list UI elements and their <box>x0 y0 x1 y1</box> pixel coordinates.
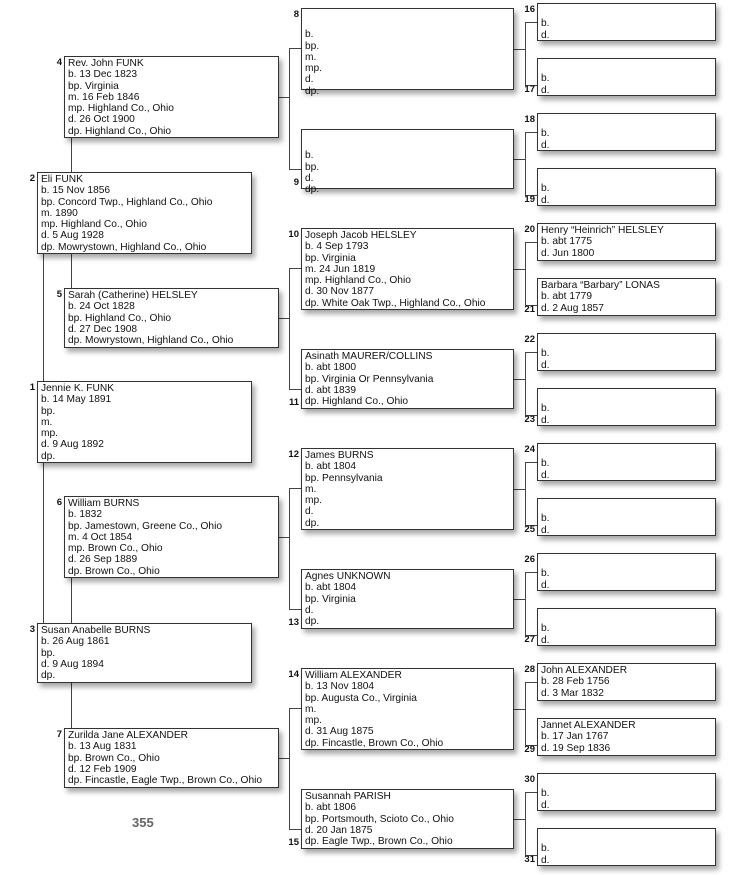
person-detail: dp. <box>41 670 56 682</box>
person-detail: b. <box>305 29 314 41</box>
connector-line <box>514 269 525 270</box>
person-detail: b. 17 Jan 1767 <box>541 731 609 743</box>
person-detail: mp. Highland Co., Ohio <box>305 275 411 287</box>
ahnentafel-number: 18 <box>524 114 535 125</box>
ahnentafel-number: 16 <box>524 4 535 15</box>
person-detail: bp. Virginia <box>305 252 356 264</box>
person-detail: b. abt 1806 <box>305 802 356 814</box>
connector-line <box>525 352 526 415</box>
connector-line <box>71 138 72 172</box>
person-name <box>541 777 712 788</box>
person-detail: b. <box>541 73 550 85</box>
person-detail: bp. Augusta Co., Virginia <box>305 692 417 704</box>
connector-line <box>514 709 525 710</box>
connector-line <box>525 352 537 353</box>
person-detail: bp. Virginia <box>68 80 119 92</box>
connector-line <box>289 48 290 169</box>
connector-line <box>279 97 289 98</box>
person-name <box>541 392 712 403</box>
person-box-16[interactable] <box>537 3 716 41</box>
person-name <box>305 139 510 150</box>
connector-line <box>279 537 289 538</box>
person-detail: dp. <box>305 85 320 97</box>
person-name: Barbara “Barbary” LONAS <box>541 280 660 291</box>
person-detail: b. <box>541 183 550 195</box>
person-detail: dp. Eagle Twp., Brown Co., Ohio <box>305 836 453 848</box>
person-detail: d. <box>541 29 550 41</box>
connector-line <box>514 489 525 490</box>
person-detail: d. <box>541 579 550 591</box>
person-box-4[interactable] <box>64 56 279 138</box>
person-detail: b. <box>541 568 550 580</box>
connector-line <box>525 572 537 573</box>
person-name: Eli FUNK <box>41 174 83 185</box>
connector-line <box>525 792 526 855</box>
ahnentafel-number: 13 <box>288 617 299 628</box>
person-detail: b. <box>541 128 550 140</box>
person-detail: d. 26 Sep 1889 <box>68 554 138 566</box>
person-detail: b. abt 1775 <box>541 236 592 248</box>
connector-line <box>43 463 44 623</box>
person-detail: m. 24 Jun 1819 <box>305 263 376 275</box>
person-box-23[interactable] <box>537 388 716 426</box>
ahnentafel-number: 30 <box>524 774 535 785</box>
person-detail: dp. Highland Co., Ohio <box>305 396 409 408</box>
person-detail: d. <box>541 194 550 206</box>
ahnentafel-number: 15 <box>288 837 299 848</box>
person-detail: b. <box>541 458 550 470</box>
person-detail: bp. Pennsylvania <box>305 472 383 484</box>
person-detail: dp. Fincastle, Brown Co., Ohio <box>305 737 444 749</box>
person-detail: d. Jun 1800 <box>541 247 595 259</box>
person-detail: b. 26 Aug 1861 <box>41 636 110 648</box>
person-box-15[interactable] <box>301 789 514 849</box>
connector-line <box>514 599 525 600</box>
person-name <box>541 172 712 183</box>
connector-line <box>289 268 290 389</box>
person-detail: b. <box>541 18 550 30</box>
ahnentafel-number: 28 <box>524 664 535 675</box>
person-detail: d. <box>305 172 314 184</box>
person-detail: mp. <box>305 495 322 507</box>
person-detail: m. 16 Feb 1846 <box>68 91 140 103</box>
person-box-19[interactable] <box>537 168 716 206</box>
person-detail: b. 13 Dec 1823 <box>68 69 138 81</box>
person-detail: d. 9 Aug 1894 <box>41 658 104 670</box>
person-box-31[interactable] <box>537 828 716 866</box>
person-name: Joseph Jacob HELSLEY <box>305 230 417 241</box>
person-detail: bp. <box>305 40 320 52</box>
connector-line <box>289 268 301 269</box>
person-detail: bp. <box>41 405 56 417</box>
person-detail: dp. Mowrystown, Highland Co., Ohio <box>41 241 207 253</box>
person-detail: d. <box>541 84 550 96</box>
connector-line <box>525 22 526 85</box>
person-name <box>541 117 712 128</box>
person-name: Asinath MAURER/COLLINS <box>305 351 433 362</box>
connector-line <box>525 792 537 793</box>
person-detail: bp. Jamestown, Greene Co., Ohio <box>68 520 223 532</box>
page-number: 355 <box>132 815 154 830</box>
person-detail: b. <box>541 513 550 525</box>
person-detail: dp. White Oak Twp., Highland Co., Ohio <box>305 297 486 309</box>
person-detail: d. <box>541 799 550 811</box>
person-box-14[interactable] <box>301 668 514 750</box>
person-detail: b. 24 Oct 1828 <box>68 301 135 313</box>
connector-line <box>289 609 301 610</box>
person-name: Susannah PARISH <box>305 791 391 802</box>
person-detail: d. <box>305 74 314 86</box>
connector-line <box>525 682 537 683</box>
person-box-29[interactable] <box>537 718 716 756</box>
person-detail: mp. <box>305 715 322 727</box>
person-box-8[interactable] <box>301 8 514 97</box>
ahnentafel-number: 10 <box>288 229 299 240</box>
person-detail: bp. Highland Co., Ohio <box>68 312 172 324</box>
person-detail: d. 26 Oct 1900 <box>68 114 135 126</box>
person-detail: mp. Highland Co., Ohio <box>41 219 147 231</box>
person-detail: b. <box>541 348 550 360</box>
person-box-27[interactable] <box>537 608 716 646</box>
person-detail: m. <box>305 703 317 715</box>
person-detail: d. <box>541 139 550 151</box>
connector-line <box>289 488 290 609</box>
person-name: Susan Anabelle BURNS <box>41 625 151 636</box>
person-detail: mp. <box>41 428 58 440</box>
person-detail: b. abt 1800 <box>305 362 356 374</box>
person-box-3[interactable] <box>37 623 252 683</box>
connector-line <box>289 169 301 170</box>
person-detail: b. <box>541 843 550 855</box>
connector-line <box>279 318 289 319</box>
person-name: Zurilda Jane ALEXANDER <box>68 730 189 741</box>
person-detail: b. 28 Feb 1756 <box>541 676 610 688</box>
person-name: William ALEXANDER <box>305 670 402 681</box>
ahnentafel-number: 27 <box>524 634 535 645</box>
connector-line <box>525 132 537 133</box>
person-detail: dp. Highland Co., Ohio <box>68 125 172 137</box>
person-detail: d. 5 Aug 1928 <box>41 230 104 242</box>
person-detail: bp. <box>305 161 320 173</box>
ahnentafel-number: 20 <box>524 224 535 235</box>
ahnentafel-number: 21 <box>524 304 535 315</box>
connector-line <box>289 829 301 830</box>
person-detail: dp. <box>305 517 320 529</box>
person-detail: b. 13 Aug 1831 <box>68 741 137 753</box>
person-box-30[interactable] <box>537 773 716 811</box>
person-detail: d. 3 Mar 1832 <box>541 687 604 699</box>
person-box-24[interactable] <box>537 443 716 481</box>
person-detail: b. 13 Nov 1804 <box>305 681 375 693</box>
person-box-25[interactable] <box>537 498 716 536</box>
ahnentafel-number: 19 <box>524 194 535 205</box>
ahnentafel-number: 5 <box>56 289 62 300</box>
person-box-10[interactable] <box>301 228 514 310</box>
ahnentafel-number: 17 <box>524 84 535 95</box>
connector-line <box>525 462 537 463</box>
person-name <box>541 557 712 568</box>
connector-line <box>71 254 72 288</box>
ahnentafel-number: 6 <box>56 497 62 508</box>
connector-line <box>71 683 72 728</box>
person-detail: b. abt 1779 <box>541 291 592 303</box>
person-detail: d. <box>305 604 314 616</box>
person-detail: mp. Brown Co., Ohio <box>68 543 163 555</box>
person-detail: d. 30 Nov 1877 <box>305 286 375 298</box>
person-detail: m. 1890 <box>41 207 78 219</box>
person-name <box>541 337 712 348</box>
person-box-13[interactable] <box>301 569 514 629</box>
person-box-22[interactable] <box>537 333 716 371</box>
ahnentafel-number: 1 <box>29 382 35 393</box>
person-name: Jannet ALEXANDER <box>541 720 636 731</box>
person-detail: dp. Mowrystown, Highland Co., Ohio <box>68 335 234 347</box>
person-detail: d. <box>541 634 550 646</box>
person-detail: d. 27 Dec 1908 <box>68 323 138 335</box>
person-detail: m. <box>41 416 53 428</box>
person-box-9[interactable] <box>301 129 514 196</box>
person-box-11[interactable] <box>301 349 514 409</box>
person-detail: m. <box>305 483 317 495</box>
person-detail: d. 12 Feb 1909 <box>68 763 137 775</box>
connector-line <box>525 682 526 745</box>
ahnentafel-number: 25 <box>524 524 535 535</box>
person-name: Jennie K. FUNK <box>41 383 115 394</box>
person-box-6[interactable] <box>64 496 279 578</box>
person-name: John ALEXANDER <box>541 665 628 676</box>
person-detail: dp. Brown Co., Ohio <box>68 565 160 577</box>
person-box-20[interactable] <box>537 223 716 261</box>
person-box-17[interactable] <box>537 58 716 96</box>
person-name: Sarah (Catherine) HELSLEY <box>68 290 198 301</box>
person-detail: b. 15 Nov 1856 <box>41 185 111 197</box>
ahnentafel-number: 8 <box>293 9 299 20</box>
ahnentafel-number: 12 <box>288 449 299 460</box>
connector-line <box>525 242 537 243</box>
ahnentafel-number: 23 <box>524 414 535 425</box>
ahnentafel-number: 7 <box>56 729 62 740</box>
person-detail: dp. <box>41 450 56 462</box>
connector-line <box>514 379 525 380</box>
ahnentafel-number: 4 <box>56 57 62 68</box>
person-detail: b. 1832 <box>68 509 102 521</box>
ahnentafel-number: 3 <box>29 624 35 635</box>
person-detail: b. <box>541 788 550 800</box>
connector-line <box>43 254 44 381</box>
person-box-18[interactable] <box>537 113 716 151</box>
person-box-28[interactable] <box>537 663 716 701</box>
person-name <box>305 18 510 29</box>
connector-line <box>525 572 526 635</box>
person-detail: bp. Brown Co., Ohio <box>68 752 160 764</box>
person-detail: b. <box>541 623 550 635</box>
ahnentafel-number: 14 <box>288 669 299 680</box>
connector-line <box>279 758 289 759</box>
person-name: William BURNS <box>68 498 140 509</box>
connector-line <box>289 389 301 390</box>
person-name: Agnes UNKNOWN <box>305 571 391 582</box>
person-name <box>541 832 712 843</box>
person-detail: dp. <box>305 616 320 628</box>
ahnentafel-number: 24 <box>524 444 535 455</box>
person-detail: bp. Concord Twp., Highland Co., Ohio <box>41 196 213 208</box>
connector-line <box>289 708 301 709</box>
person-name <box>541 502 712 513</box>
person-name: Henry “Heinrich” HELSLEY <box>541 225 664 236</box>
person-detail: mp. <box>305 63 322 75</box>
person-detail: d. 19 Sep 1836 <box>541 742 611 754</box>
person-detail: bp. Virginia <box>305 593 356 605</box>
person-name <box>541 612 712 623</box>
person-detail: d. 20 Jan 1875 <box>305 824 373 836</box>
person-detail: d. <box>541 854 550 866</box>
connector-line <box>525 242 526 305</box>
ahnentafel-number: 2 <box>29 173 35 184</box>
person-name: James BURNS <box>305 450 374 461</box>
person-name <box>541 62 712 73</box>
person-detail: d. 2 Aug 1857 <box>541 302 604 314</box>
connector-line <box>289 48 301 49</box>
connector-line <box>514 819 525 820</box>
ahnentafel-number: 22 <box>524 334 535 345</box>
person-detail: b. abt 1804 <box>305 582 356 594</box>
person-detail: d. <box>305 506 314 518</box>
person-detail: b. <box>541 403 550 415</box>
connector-line <box>525 22 537 23</box>
person-detail: d. <box>541 414 550 426</box>
connector-line <box>525 132 526 195</box>
person-box-5[interactable] <box>64 288 279 348</box>
ahnentafel-number: 29 <box>524 744 535 755</box>
person-detail: dp. <box>305 184 320 196</box>
connector-line <box>514 49 525 50</box>
person-name <box>541 7 712 18</box>
connector-line <box>289 708 290 829</box>
person-box-26[interactable] <box>537 553 716 591</box>
person-box-2[interactable] <box>37 172 252 254</box>
person-detail: m. 4 Oct 1854 <box>68 531 132 543</box>
person-detail: d. 9 Aug 1892 <box>41 439 104 451</box>
ahnentafel-number: 31 <box>524 854 535 865</box>
person-detail: bp. <box>41 647 56 659</box>
person-box-21[interactable] <box>537 278 716 316</box>
person-box-1[interactable] <box>37 381 252 463</box>
person-detail: mp. Highland Co., Ohio <box>68 103 174 115</box>
person-detail: bp. Portsmouth, Scioto Co., Ohio <box>305 813 454 825</box>
connector-line <box>514 159 525 160</box>
person-name <box>541 447 712 458</box>
person-detail: dp. Fincastle, Eagle Twp., Brown Co., Ohio <box>68 775 263 787</box>
person-detail: bp. Virginia Or Pennsylvania <box>305 373 434 385</box>
person-name: Rev. John FUNK <box>68 58 144 69</box>
person-detail: d. <box>541 359 550 371</box>
person-detail: b. 4 Sep 1793 <box>305 241 369 253</box>
person-detail: b. abt 1804 <box>305 461 356 473</box>
connector-line <box>525 462 526 525</box>
person-detail: d. abt 1839 <box>305 384 356 396</box>
person-detail: m. <box>305 51 317 63</box>
person-box-12[interactable] <box>301 448 514 530</box>
connector-line <box>71 578 72 623</box>
person-detail: b. <box>305 150 314 162</box>
connector-line <box>289 488 301 489</box>
ahnentafel-number: 11 <box>288 397 299 408</box>
person-detail: b. 14 May 1891 <box>41 394 112 406</box>
person-detail: d. 31 Aug 1875 <box>305 726 374 738</box>
person-detail: d. <box>541 524 550 536</box>
ahnentafel-number: 26 <box>524 554 535 565</box>
person-box-7[interactable] <box>64 728 279 788</box>
person-detail: d. <box>541 469 550 481</box>
ahnentafel-number: 9 <box>293 177 299 188</box>
